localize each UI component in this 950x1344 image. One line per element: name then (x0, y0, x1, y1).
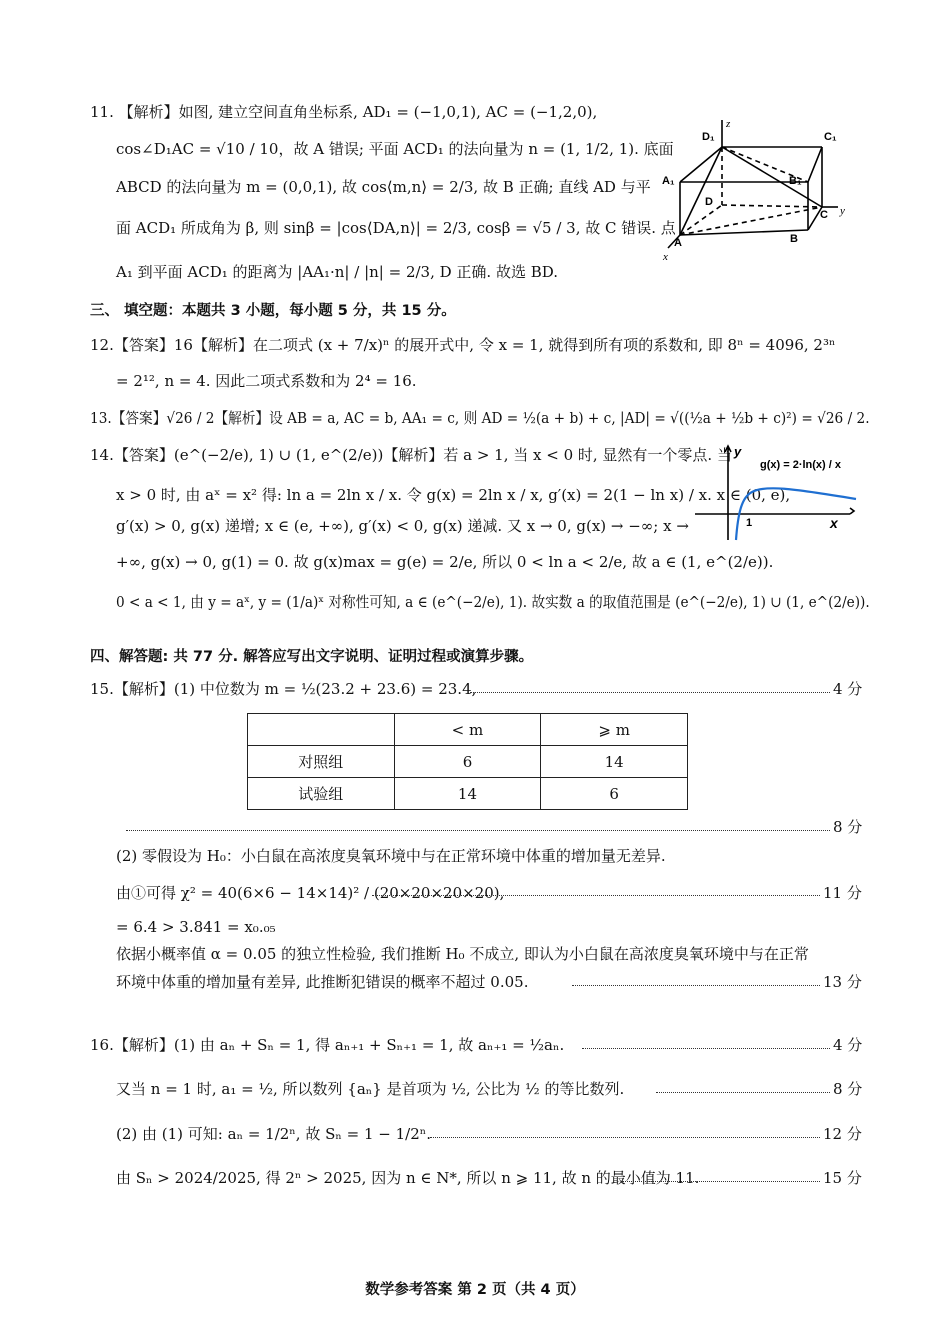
table-cell: 6 (394, 746, 541, 778)
q16-line-3: (2) 由 (1) 可知: aₙ = 1/2ⁿ, 故 Sₙ = 1 − 1/2ⁿ. (116, 1125, 432, 1143)
label-a1: A₁ (662, 175, 675, 187)
label-z: z (726, 118, 731, 130)
q12-line-1: 12.【答案】16【解析】在二项式 (x + 7/x)ⁿ 的展开式中, 令 x = 1, 就得到所有项的系数和, 即 8ⁿ = 4096, 2³ⁿ (90, 336, 836, 354)
q15-line-1: 15.【解析】(1) 中位数为 m = ½(23.2 + 23.6) = 23.4, (90, 680, 477, 698)
section-4-heading: 四、解答题: 共 77 分. 解答应写出文字说明、证明过程或演算步骤。 (90, 649, 534, 665)
q15-line-2: (2) 零假设为 H₀：小白鼠在高浓度臭氧环境中与在正常环境中体重的增加量无差异. (116, 847, 666, 865)
edge-a1-d1 (680, 147, 722, 182)
table-cell: 14 (394, 778, 541, 810)
table-header-cell (248, 714, 395, 746)
edge-d-c (722, 205, 822, 207)
q16-leader-3 (430, 1137, 820, 1138)
q16-line-4: 由 Sₙ > 2024/2025, 得 2ⁿ > 2025, 因为 n ∈ N*, 所以 n ⩾ 11, 故 n 的最小值为 11. (116, 1169, 700, 1187)
table-header-row (248, 714, 688, 746)
table-cell: 对照组 (248, 746, 395, 778)
graph-y-label: y (734, 444, 742, 459)
contingency-table (247, 713, 688, 810)
graph-function-label: g(x) = 2·ln(x) / x (760, 459, 841, 471)
graph-x-label: x (830, 515, 838, 531)
label-x: x (663, 251, 668, 263)
q14-line-5: 0 < a < 1, 由 y = aˣ, y = (1/a)ˣ 对称性可知, a ∈ (e^(−2/e), 1). 故实数 a 的取值范围是 (e^(−2/e), 1) ∪ (1, e^(2/e)). (116, 593, 870, 611)
q11-line-2: cos∠D₁AC = √10 / 10，故 A 错误; 平面 ACD₁ 的法向量为 n = (1, 1/2, 1). 底面 (116, 140, 674, 158)
table-cell: 6 (541, 778, 688, 810)
q14-line-1: 14.【答案】(e^(−2/e), 1) ∪ (1, e^(2/e))【解析】若 a > 1, 当 x < 0 时, 显然有一个零点. 当 (90, 446, 732, 464)
q12-line-2: = 2¹², n = 4. 因此二项式系数和为 2⁴ = 16. (116, 372, 417, 390)
q11-line-5: A₁ 到平面 ACD₁ 的距离为 |AA₁·n| / |n| = 2/3, D 正确. 故选 BD. (116, 263, 559, 281)
q11-line-3: ABCD 的法向量为 m = (0,0,1), 故 cos⟨m,n⟩ = 2/3, 故 B 正确; 直线 AD 与平 (116, 178, 651, 196)
table-cell: 14 (541, 746, 688, 778)
label-d1: D₁ (702, 131, 715, 143)
section-3-heading: 三、 填空题：本题共 3 小题，每小题 5 分，共 15 分。 (90, 303, 456, 319)
q15-score-1: 4 分 (833, 680, 863, 698)
graph-x-arrow (850, 508, 854, 514)
q11-line-1: 11. 【解析】如图, 建立空间直角坐标系, AD₁ = (−1,0,1), AC = (−1,2,0), (90, 103, 598, 121)
edge-d1-c (722, 147, 822, 207)
cuboid-figure (660, 110, 860, 265)
label-a: A (674, 237, 682, 249)
q16-score-1: 4 分 (833, 1036, 863, 1054)
label-b: B (790, 233, 798, 245)
label-y: y (840, 205, 845, 217)
label-d: D (705, 196, 713, 208)
q16-leader-2 (656, 1092, 830, 1093)
q15-score-2: 8 分 (833, 818, 863, 836)
q15-leader-4 (572, 985, 820, 986)
table-row (248, 778, 688, 810)
q16-score-2: 8 分 (833, 1080, 863, 1098)
q13-line-1: 13.【答案】√26 / 2【解析】设 AB = a, AC = b, AA₁ = c, 则 AD = ½(a + b) + c, |AD| = √((½a + ½b + c)²) = √26 / 2. (90, 409, 870, 427)
function-graph (690, 442, 860, 542)
q14-line-2: x > 0 时, 由 aˣ = x² 得: ln a = 2ln x / x. 令 g(x) = 2ln x / x, g′(x) = 2(1 − ln x) / x. x ∈ (0, e), (116, 486, 791, 504)
q15-line-5: 依据小概率值 α = 0.05 的独立性检验, 我们推断 H₀ 不成立, 即认为小白鼠在高浓度臭氧环境中与在正常 (116, 945, 809, 963)
q15-line-3: 由①可得 χ² = 40(6×6 − 14×14)² / (20×20×20×20), (116, 884, 505, 902)
label-b1: B₁ (789, 175, 802, 187)
q16-line-1: 16.【解析】(1) 由 aₙ + Sₙ = 1, 得 aₙ₊₁ + Sₙ₊₁ = 1, 故 aₙ₊₁ = ½aₙ. (90, 1036, 565, 1054)
q16-score-4: 15 分 (823, 1169, 862, 1187)
label-c: C (820, 209, 828, 221)
q16-leader-4 (622, 1181, 820, 1182)
edge-a-d1 (680, 147, 722, 235)
q16-line-2: 又当 n = 1 时, a₁ = ½, 所以数列 {aₙ} 是首项为 ½, 公比为 ½ 的等比数列. (116, 1080, 625, 1098)
table-row (248, 746, 688, 778)
edge-b1-c1 (808, 147, 822, 182)
q16-score-3: 12 分 (823, 1125, 862, 1143)
q15-leader-1 (470, 692, 830, 693)
q14-line-3: g′(x) > 0, g(x) 递增; x ∈ (e, +∞), g′(x) < 0, g(x) 递减. 又 x → 0, g(x) → −∞; x → (116, 517, 689, 535)
q11-line-4: 面 ACD₁ 所成角为 β, 则 sinβ = |cos⟨DA,n⟩| = 2/3, cosβ = √5 / 3, 故 C 错误. 点 (116, 219, 676, 237)
q16-leader-1 (582, 1048, 830, 1049)
q15-leader-3 (372, 895, 820, 896)
q15-score-4: 13 分 (823, 973, 862, 991)
label-c1: C₁ (824, 131, 837, 143)
q15-line-4: = 6.4 > 3.841 = x₀.₀₅ (116, 918, 276, 936)
table-cell: 试验组 (248, 778, 395, 810)
graph-tick-1: 1 (746, 517, 753, 529)
q14-line-4: +∞, g(x) → 0, g(1) = 0. 故 g(x)max = g(e) = 2/e, 所以 0 < ln a < 2/e, 故 a ∈ (1, e^(2/e)). (116, 553, 774, 571)
table-header-cell: ⩾ m (541, 714, 688, 746)
q15-line-6: 环境中体重的增加量有差异, 此推断犯错误的概率不超过 0.05. (116, 973, 529, 991)
page-footer: 数学参考答案 第 2 页（共 4 页） (365, 1282, 585, 1298)
q15-score-3: 11 分 (823, 884, 862, 902)
table-header-cell: < m (394, 714, 541, 746)
q15-leader-2 (126, 830, 830, 831)
